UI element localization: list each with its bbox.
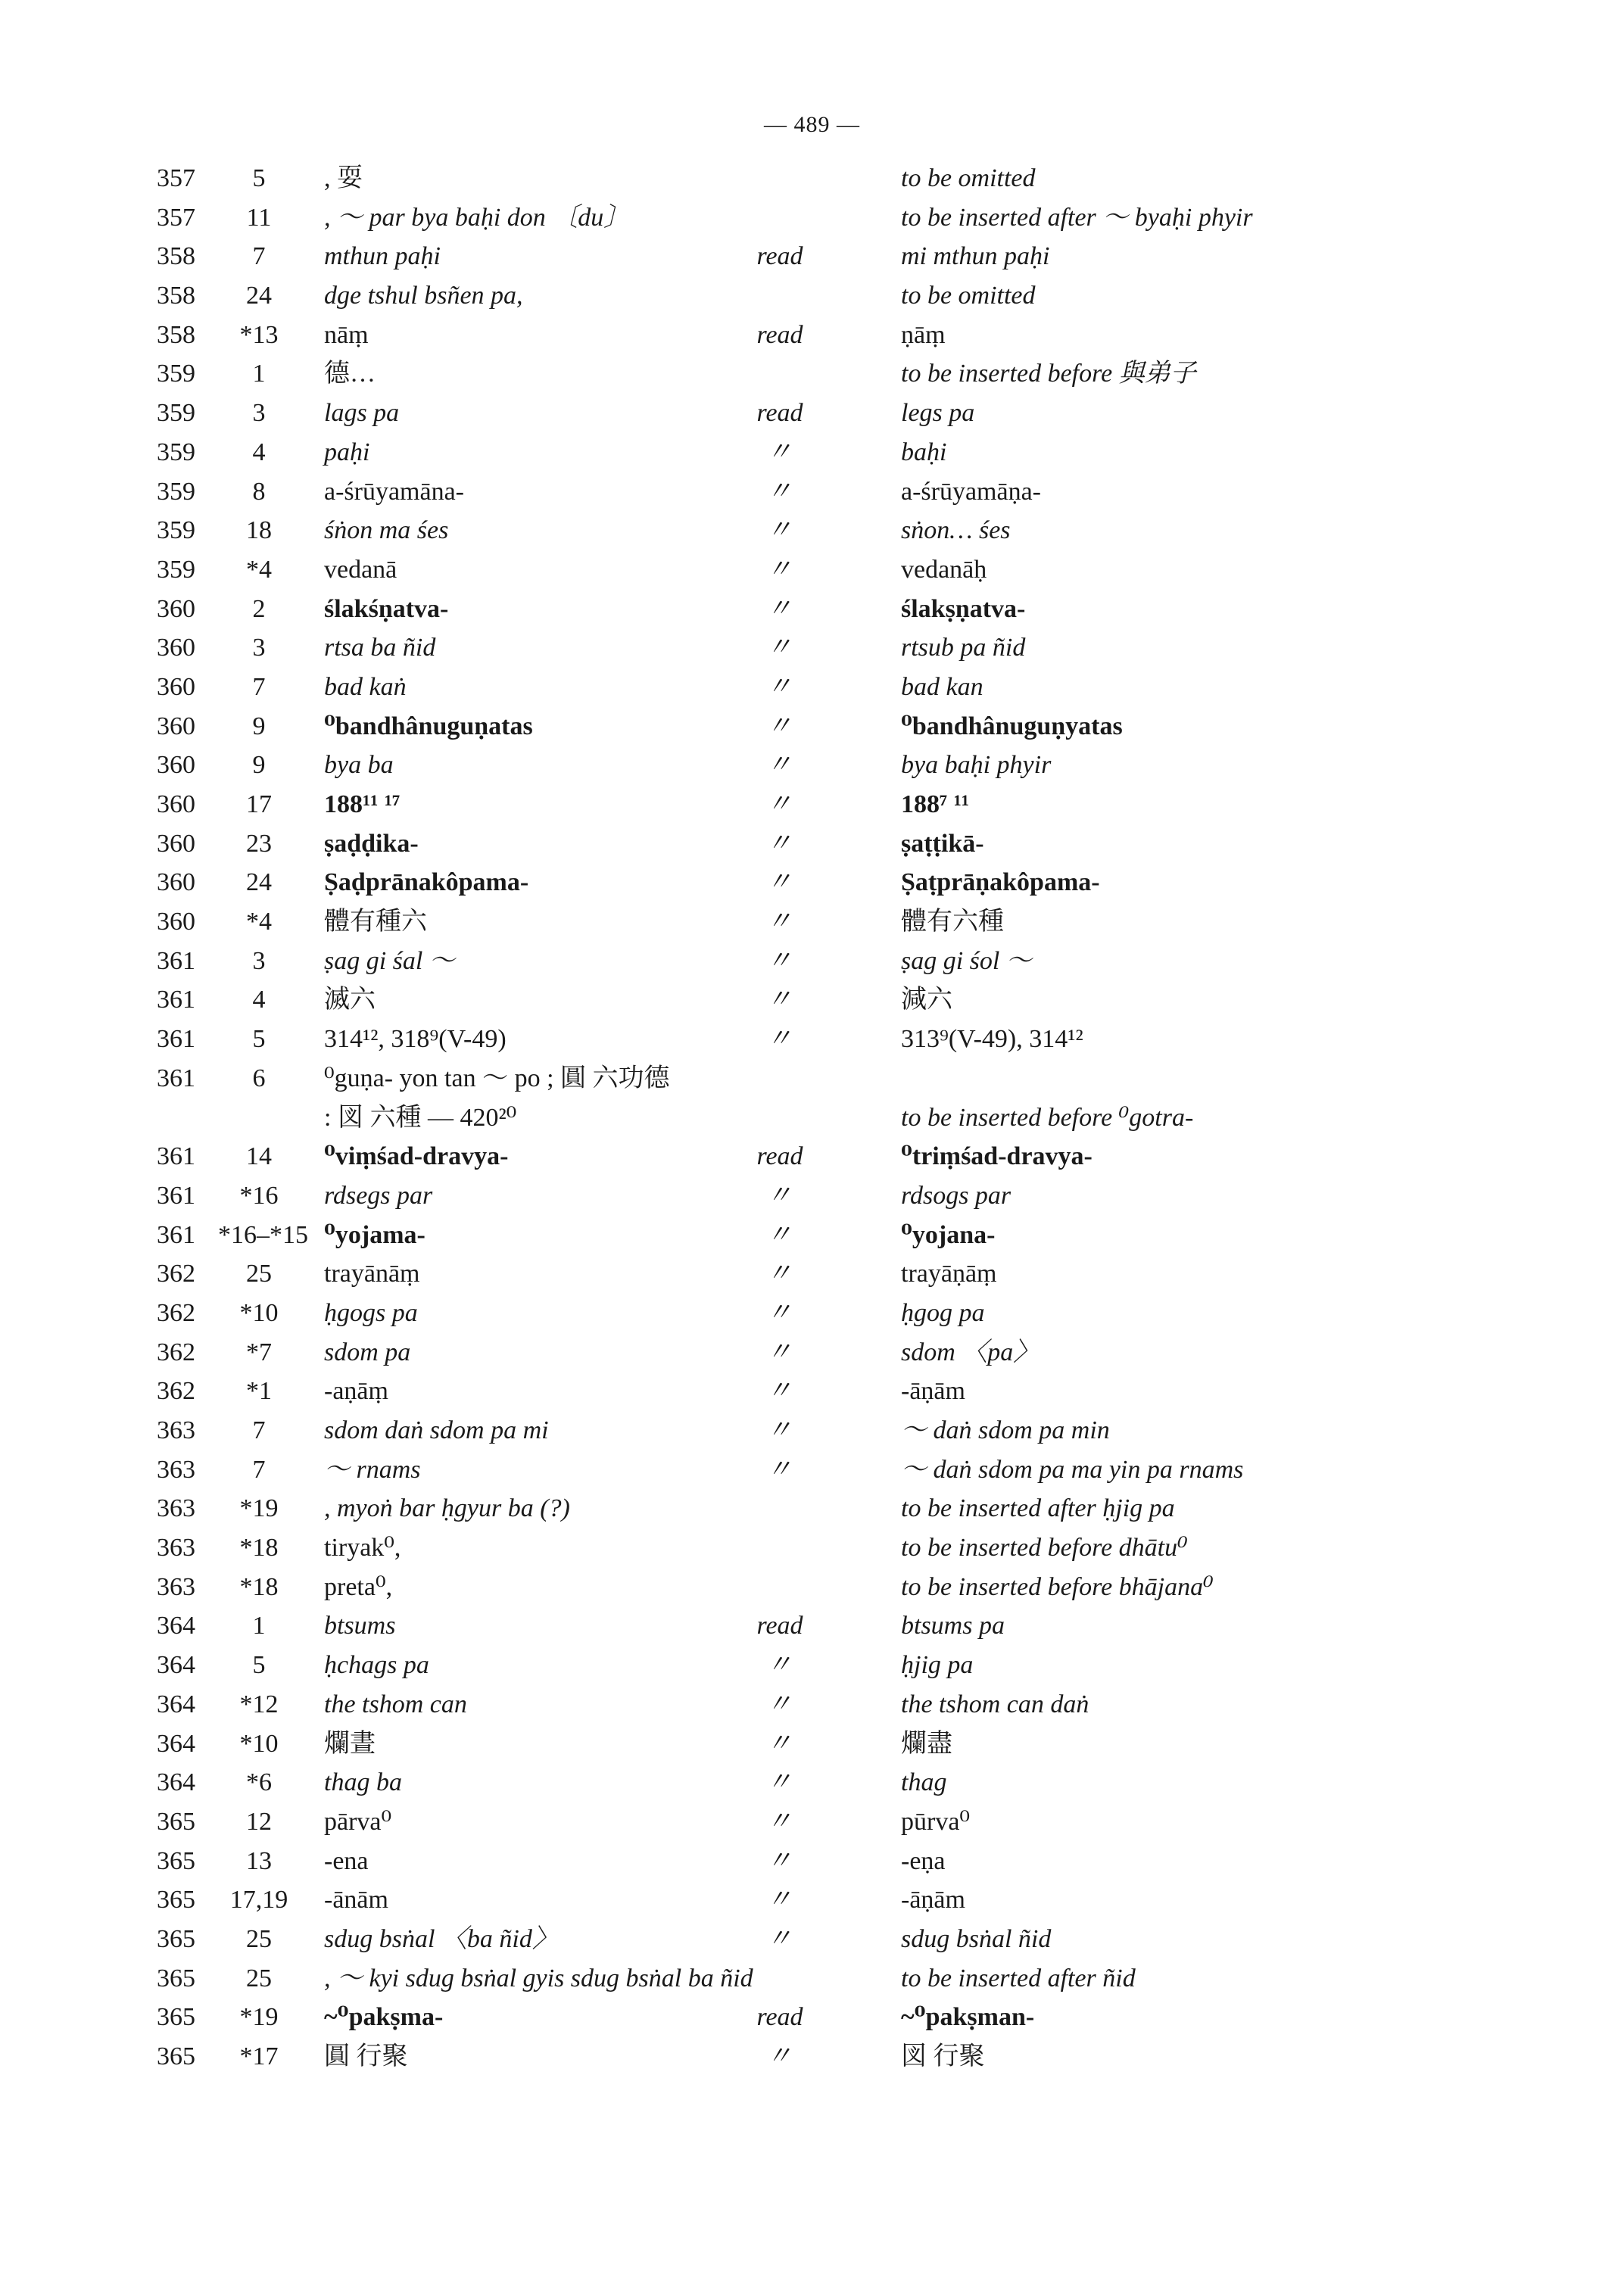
page-ref: 358 xyxy=(157,242,195,271)
errata-row xyxy=(136,1685,1560,1724)
errata-row xyxy=(136,354,1560,394)
errata-row xyxy=(136,1020,1560,1059)
correction-mark: 〃 xyxy=(766,1729,793,1758)
line-ref: *18 xyxy=(239,1534,279,1562)
errata-row xyxy=(136,511,1560,550)
corrected-text: to be inserted before 與弟子 xyxy=(901,360,1196,388)
erroneous-text: -ena xyxy=(324,1846,369,1875)
correction-mark: 〃 xyxy=(766,594,793,623)
errata-row xyxy=(136,1137,1560,1176)
line-ref: 25 xyxy=(246,1964,272,1992)
errata-row xyxy=(136,550,1560,590)
corrected-text: to be omitted xyxy=(901,164,1036,192)
errata-row xyxy=(136,746,1560,785)
corrected-text: bya baḥi phyir xyxy=(901,751,1052,780)
errata-row xyxy=(136,237,1560,276)
erroneous-text: 爛晝 xyxy=(324,1729,376,1758)
errata-row xyxy=(136,394,1560,433)
line-ref: *17 xyxy=(239,2042,279,2070)
errata-row xyxy=(136,668,1560,707)
erroneous-text: thag ba xyxy=(324,1768,402,1797)
erroneous-text: , myoṅ bar ḥgyur ba (?) xyxy=(324,1494,570,1523)
errata-row xyxy=(136,1450,1560,1490)
page-ref: 360 xyxy=(157,829,195,858)
page-ref: 361 xyxy=(157,946,195,975)
erroneous-text: dge tshul bsñen pa, xyxy=(324,282,523,310)
corrected-text: sdom 〈pa〉 xyxy=(901,1338,1040,1366)
corrected-text: ślakṣṇatva- xyxy=(901,594,1026,623)
corrected-text: ḥjig pa xyxy=(901,1651,974,1680)
erroneous-text: pārva⁰ xyxy=(324,1807,392,1836)
erroneous-text: 滅六 xyxy=(324,986,376,1014)
erroneous-text: ślakśṇatva- xyxy=(324,594,449,623)
corrected-text: 188⁷ ¹¹ xyxy=(901,790,970,818)
errata-row xyxy=(136,276,1560,316)
page-ref: 363 xyxy=(157,1416,195,1444)
correction-mark: 〃 xyxy=(766,634,793,662)
correction-mark: 〃 xyxy=(766,751,793,780)
erroneous-text: btsums xyxy=(324,1612,396,1640)
page-ref: 361 xyxy=(157,1025,195,1054)
errata-row xyxy=(136,1763,1560,1802)
errata-row xyxy=(136,1920,1560,1959)
line-ref: 17 xyxy=(246,790,272,818)
erroneous-text: ḥgogs pa xyxy=(324,1298,418,1327)
errata-row xyxy=(136,1176,1560,1216)
corrected-text: ⁰bandhânuguṇyatas xyxy=(901,712,1123,740)
erroneous-text: bya ba xyxy=(324,751,394,780)
page-ref: 361 xyxy=(157,1064,195,1092)
erroneous-text: ⁰yojama- xyxy=(324,1220,425,1249)
corrected-text: legs pa xyxy=(901,399,975,428)
erroneous-text: 314¹², 318⁹(V-49) xyxy=(324,1025,507,1054)
corrected-text: sṅon… śes xyxy=(901,516,1011,545)
errata-row xyxy=(136,1059,1560,1098)
corrected-text: rdsogs par xyxy=(901,1181,1011,1210)
line-ref: 3 xyxy=(252,399,266,428)
erroneous-text: tiryak⁰, xyxy=(324,1534,401,1562)
errata-row xyxy=(136,863,1560,902)
errata-row xyxy=(136,1959,1560,1999)
line-ref: 3 xyxy=(252,946,266,975)
erroneous-text: paḥi xyxy=(324,438,370,466)
page-ref: 360 xyxy=(157,868,195,897)
erroneous-text: 188¹¹ ¹⁷ xyxy=(324,790,401,818)
errata-row xyxy=(136,1294,1560,1333)
line-ref: 25 xyxy=(246,1924,272,1953)
line-ref: 23 xyxy=(246,829,272,858)
errata-row xyxy=(136,1528,1560,1568)
line-ref: 5 xyxy=(252,164,266,192)
corrected-text: to be inserted before dhātu⁰ xyxy=(901,1534,1188,1562)
errata-row xyxy=(136,316,1560,355)
page-ref: 361 xyxy=(157,1220,195,1249)
errata-row xyxy=(136,1606,1560,1646)
line-ref: 4 xyxy=(252,986,266,1014)
line-ref: *10 xyxy=(239,1298,279,1327)
page-ref: 363 xyxy=(157,1455,195,1484)
correction-mark: 〃 xyxy=(766,1025,793,1054)
erroneous-text: -aṇāṃ xyxy=(324,1377,388,1406)
erroneous-text: ḥchags pa xyxy=(324,1651,429,1680)
page-ref: 365 xyxy=(157,1846,195,1875)
line-ref: 13 xyxy=(246,1846,272,1875)
line-ref: 6 xyxy=(252,1064,266,1092)
erroneous-text: śṅon ma śes xyxy=(324,516,449,545)
line-ref: 12 xyxy=(246,1807,272,1836)
page-ref: 360 xyxy=(157,594,195,623)
correction-mark: 〃 xyxy=(766,438,793,466)
page-ref: 357 xyxy=(157,203,195,232)
erroneous-text: preta⁰, xyxy=(324,1572,393,1601)
line-ref: 3 xyxy=(252,634,266,662)
line-ref: *12 xyxy=(239,1690,279,1718)
erroneous-text: , 耍 xyxy=(324,164,363,192)
line-ref: 11 xyxy=(246,203,272,232)
errata-row xyxy=(136,1646,1560,1685)
errata-row xyxy=(136,1372,1560,1411)
page-ref: 363 xyxy=(157,1534,195,1562)
page-ref: 365 xyxy=(157,1886,195,1914)
line-ref: 17,19 xyxy=(229,1886,288,1914)
corrected-text: btsums pa xyxy=(901,1612,1005,1640)
erroneous-text: 體有種六 xyxy=(324,908,427,936)
errata-row xyxy=(136,1098,1560,1138)
corrected-text: trayāṇāṃ xyxy=(901,1260,997,1288)
corrected-text: thag xyxy=(901,1768,947,1797)
erroneous-text: sdom pa xyxy=(324,1338,411,1366)
corrected-text: 體有六種 xyxy=(901,908,1004,936)
corrected-text: 図 行聚 xyxy=(901,2042,985,2070)
corrected-text: to be inserted before bhājana⁰ xyxy=(901,1572,1214,1601)
erroneous-text: ṣag gi śal ～ xyxy=(324,946,455,975)
erroneous-text: lags pa xyxy=(324,399,400,428)
erroneous-text: Ṣaḍprānakôpama- xyxy=(324,868,529,897)
correction-mark: 〃 xyxy=(766,1690,793,1718)
line-ref: *6 xyxy=(246,1768,272,1797)
correction-mark: 〃 xyxy=(766,908,793,936)
line-ref: *19 xyxy=(239,2003,279,2032)
erroneous-text: , ～ par bya baḥi don 〔du〕 xyxy=(324,203,630,232)
line-ref: *7 xyxy=(246,1338,272,1366)
errata-row xyxy=(136,1802,1560,1842)
correction-mark: 〃 xyxy=(766,1377,793,1406)
page-ref: 359 xyxy=(157,516,195,545)
line-ref: *4 xyxy=(246,555,272,584)
corrected-text: Ṣaṭprāṇakôpama- xyxy=(901,868,1100,897)
corrected-text: 爛盡 xyxy=(901,1729,952,1758)
correction-mark: 〃 xyxy=(766,516,793,545)
line-ref: *19 xyxy=(239,1494,279,1523)
correction-mark: 〃 xyxy=(766,1846,793,1875)
correction-mark: 〃 xyxy=(766,790,793,818)
corrected-text: rtsub pa ñid xyxy=(901,634,1026,662)
page-ref: 362 xyxy=(157,1377,195,1406)
erroneous-text: ṣaḍḍika- xyxy=(324,829,419,858)
page-ref: 362 xyxy=(157,1298,195,1327)
corrected-text: to be inserted after ḥjig pa xyxy=(901,1494,1175,1523)
corrected-text: to be inserted before ⁰gotra- xyxy=(901,1103,1194,1132)
correction-mark: 〃 xyxy=(766,986,793,1014)
line-ref: *16 xyxy=(239,1181,279,1210)
correction-mark: 〃 xyxy=(766,829,793,858)
errata-row xyxy=(136,1489,1560,1528)
correction-mark: 〃 xyxy=(766,1886,793,1914)
correction-mark: 〃 xyxy=(766,712,793,740)
correction-mark: 〃 xyxy=(766,2042,793,2070)
errata-row xyxy=(136,1411,1560,1450)
line-ref: 7 xyxy=(252,1455,266,1484)
page-ref: 360 xyxy=(157,790,195,818)
corrected-text: to be omitted xyxy=(901,282,1036,310)
corrected-text: pūrva⁰ xyxy=(901,1807,971,1836)
correction-mark: 〃 xyxy=(766,1298,793,1327)
page-ref: 359 xyxy=(157,399,195,428)
corrected-text: ~⁰pakṣman- xyxy=(901,2003,1035,2032)
line-ref: *16–*15 xyxy=(218,1220,308,1249)
correction-mark: read xyxy=(756,1612,803,1640)
page-ref: 358 xyxy=(157,320,195,349)
line-ref: 24 xyxy=(246,868,272,897)
correction-mark: 〃 xyxy=(766,1768,793,1797)
erroneous-text: 圓 行聚 xyxy=(324,2042,408,2070)
erroneous-text: the tshom can xyxy=(324,1690,467,1718)
erroneous-text: ～ rnams xyxy=(324,1455,421,1484)
page-ref: 364 xyxy=(157,1612,195,1640)
errata-table xyxy=(136,159,1560,2076)
line-ref: 7 xyxy=(252,1416,266,1444)
correction-mark: 〃 xyxy=(766,1807,793,1836)
erroneous-text: trayānāṃ xyxy=(324,1260,420,1288)
corrected-text: bad kan xyxy=(901,672,983,701)
erroneous-text: ⁰viṃśad-dravya- xyxy=(324,1142,509,1171)
corrected-text: ṣag gi śol ～ xyxy=(901,946,1032,975)
correction-mark: 〃 xyxy=(766,1924,793,1953)
errata-row xyxy=(136,980,1560,1020)
line-ref: 7 xyxy=(252,672,266,701)
correction-mark: 〃 xyxy=(766,1416,793,1444)
line-ref: 8 xyxy=(252,477,266,506)
errata-row xyxy=(136,1724,1560,1764)
corrected-text: ～ daṅ sdom pa min xyxy=(901,1416,1110,1444)
page-ref: 364 xyxy=(157,1690,195,1718)
erroneous-text: -ānām xyxy=(324,1886,388,1914)
corrected-text: to be inserted after ～ byaḥi phyir xyxy=(901,203,1253,232)
erroneous-text: a-śrūyamāna- xyxy=(324,477,465,506)
corrected-text: ṣaṭṭikā- xyxy=(901,829,984,858)
correction-mark: 〃 xyxy=(766,868,793,897)
line-ref: *1 xyxy=(246,1377,272,1406)
correction-mark: 〃 xyxy=(766,1338,793,1366)
line-ref: 1 xyxy=(252,360,266,388)
corrected-text: to be inserted after ñid xyxy=(901,1964,1136,1992)
errata-row xyxy=(136,1998,1560,2037)
correction-mark: 〃 xyxy=(766,1651,793,1680)
corrected-text: ⁰yojana- xyxy=(901,1220,996,1249)
corrected-text: ṇāṃ xyxy=(901,320,946,349)
errata-row xyxy=(136,785,1560,824)
erroneous-text: 德… xyxy=(324,360,376,388)
erroneous-text: sdug bsṅal 〈ba ñid〉 xyxy=(324,1924,558,1953)
correction-mark: 〃 xyxy=(766,1260,793,1288)
errata-row xyxy=(136,433,1560,472)
erroneous-text: sdom daṅ sdom pa mi xyxy=(324,1416,549,1444)
correction-mark: read xyxy=(756,242,803,271)
line-ref: *13 xyxy=(239,320,279,349)
corrected-text: a-śrūyamāṇa- xyxy=(901,477,1042,506)
line-ref: 2 xyxy=(252,594,266,623)
corrected-text: 減六 xyxy=(901,986,952,1014)
correction-mark: 〃 xyxy=(766,1455,793,1484)
page-ref: 359 xyxy=(157,360,195,388)
corrected-text: ⁰triṃśad-dravya- xyxy=(901,1142,1093,1171)
errata-row xyxy=(136,1842,1560,1881)
line-ref: 4 xyxy=(252,438,266,466)
errata-row xyxy=(136,824,1560,864)
correction-mark: 〃 xyxy=(766,946,793,975)
errata-row xyxy=(136,472,1560,512)
line-ref: 18 xyxy=(246,516,272,545)
erroneous-text: rdsegs par xyxy=(324,1181,433,1210)
page-ref: 360 xyxy=(157,712,195,740)
corrected-text: -eṇa xyxy=(901,1846,946,1875)
errata-row xyxy=(136,628,1560,668)
erroneous-text: ⁰bandhânuguṇatas xyxy=(324,712,533,740)
correction-mark: 〃 xyxy=(766,1181,793,1210)
corrected-text: 313⁹(V-49), 314¹² xyxy=(901,1025,1083,1054)
erroneous-text: bad kaṅ xyxy=(324,672,407,701)
page-ref: 365 xyxy=(157,2003,195,2032)
errata-row xyxy=(136,159,1560,198)
line-ref: 5 xyxy=(252,1025,266,1054)
page-ref: 361 xyxy=(157,986,195,1014)
correction-mark: 〃 xyxy=(766,555,793,584)
errata-row xyxy=(136,1880,1560,1920)
correction-mark: read xyxy=(756,320,803,349)
page-ref: 358 xyxy=(157,282,195,310)
erroneous-text: nāṃ xyxy=(324,320,369,349)
corrected-text: -āṇām xyxy=(901,1886,965,1914)
errata-row xyxy=(136,1333,1560,1372)
erroneous-text: rtsa ba ñid xyxy=(324,634,436,662)
page-ref: 365 xyxy=(157,1964,195,1992)
line-ref: 24 xyxy=(246,282,272,310)
line-ref: 9 xyxy=(252,751,266,780)
line-ref: 9 xyxy=(252,712,266,740)
line-ref: *4 xyxy=(246,908,272,936)
page-ref: 365 xyxy=(157,2042,195,2070)
correction-mark: read xyxy=(756,1142,803,1171)
corrected-text: mi mthun paḥi xyxy=(901,242,1050,271)
page-ref: 360 xyxy=(157,908,195,936)
errata-row xyxy=(136,2037,1560,2076)
page-ref: 359 xyxy=(157,555,195,584)
page-ref: 359 xyxy=(157,438,195,466)
corrected-text: -āṇām xyxy=(901,1377,965,1406)
page-ref: 360 xyxy=(157,634,195,662)
page-ref: 362 xyxy=(157,1260,195,1288)
corrected-text: the tshom can daṅ xyxy=(901,1690,1089,1718)
line-ref: 7 xyxy=(252,242,266,271)
correction-mark: 〃 xyxy=(766,672,793,701)
erroneous-text: : 図 六種 — 420²⁰ xyxy=(324,1103,517,1132)
page-ref: 361 xyxy=(157,1142,195,1171)
correction-mark: read xyxy=(756,2003,803,2032)
erroneous-text: , ～ kyi sdug bsṅal gyis sdug bsṅal ba ñid xyxy=(324,1964,753,1992)
erroneous-text: ~⁰pakṣma- xyxy=(324,2003,444,2032)
corrected-text: sdug bsṅal ñid xyxy=(901,1924,1052,1953)
errata-row xyxy=(136,942,1560,981)
page-ref: 364 xyxy=(157,1651,195,1680)
correction-mark: 〃 xyxy=(766,1220,793,1249)
page-ref: 362 xyxy=(157,1338,195,1366)
corrected-text: baḥi xyxy=(901,438,947,466)
page-ref: 357 xyxy=(157,164,195,192)
corrected-text: ～ daṅ sdom pa ma yin pa rnams xyxy=(901,1455,1244,1484)
errata-row xyxy=(136,707,1560,746)
erroneous-text: vedanā xyxy=(324,555,397,584)
corrected-text: ḥgog pa xyxy=(901,1298,985,1327)
line-ref: *18 xyxy=(239,1572,279,1601)
line-ref: 5 xyxy=(252,1651,266,1680)
erroneous-text: ⁰guṇa- yon tan ～ po ; 圓 六功德 xyxy=(324,1064,670,1092)
page-ref: 360 xyxy=(157,751,195,780)
correction-mark: 〃 xyxy=(766,477,793,506)
erroneous-text: mthun paḥi xyxy=(324,242,441,271)
errata-row xyxy=(136,1254,1560,1294)
line-ref: 1 xyxy=(252,1612,266,1640)
errata-row xyxy=(136,902,1560,942)
errata-row xyxy=(136,1216,1560,1255)
correction-mark: read xyxy=(756,399,803,428)
line-ref: *10 xyxy=(239,1729,279,1758)
page-ref: 360 xyxy=(157,672,195,701)
page-ref: 364 xyxy=(157,1768,195,1797)
page-ref: 365 xyxy=(157,1924,195,1953)
page-ref: 363 xyxy=(157,1494,195,1523)
page-ref: 363 xyxy=(157,1572,195,1601)
page-ref: 364 xyxy=(157,1729,195,1758)
errata-row xyxy=(136,198,1560,238)
errata-row xyxy=(136,1568,1560,1607)
page-ref: 361 xyxy=(157,1181,195,1210)
page-number: — 489 — xyxy=(764,112,860,137)
page-ref: 365 xyxy=(157,1807,195,1836)
corrected-text: vedanāḥ xyxy=(901,555,987,584)
page-ref: 359 xyxy=(157,477,195,506)
line-ref: 25 xyxy=(246,1260,272,1288)
errata-row xyxy=(136,590,1560,629)
line-ref: 14 xyxy=(246,1142,272,1171)
